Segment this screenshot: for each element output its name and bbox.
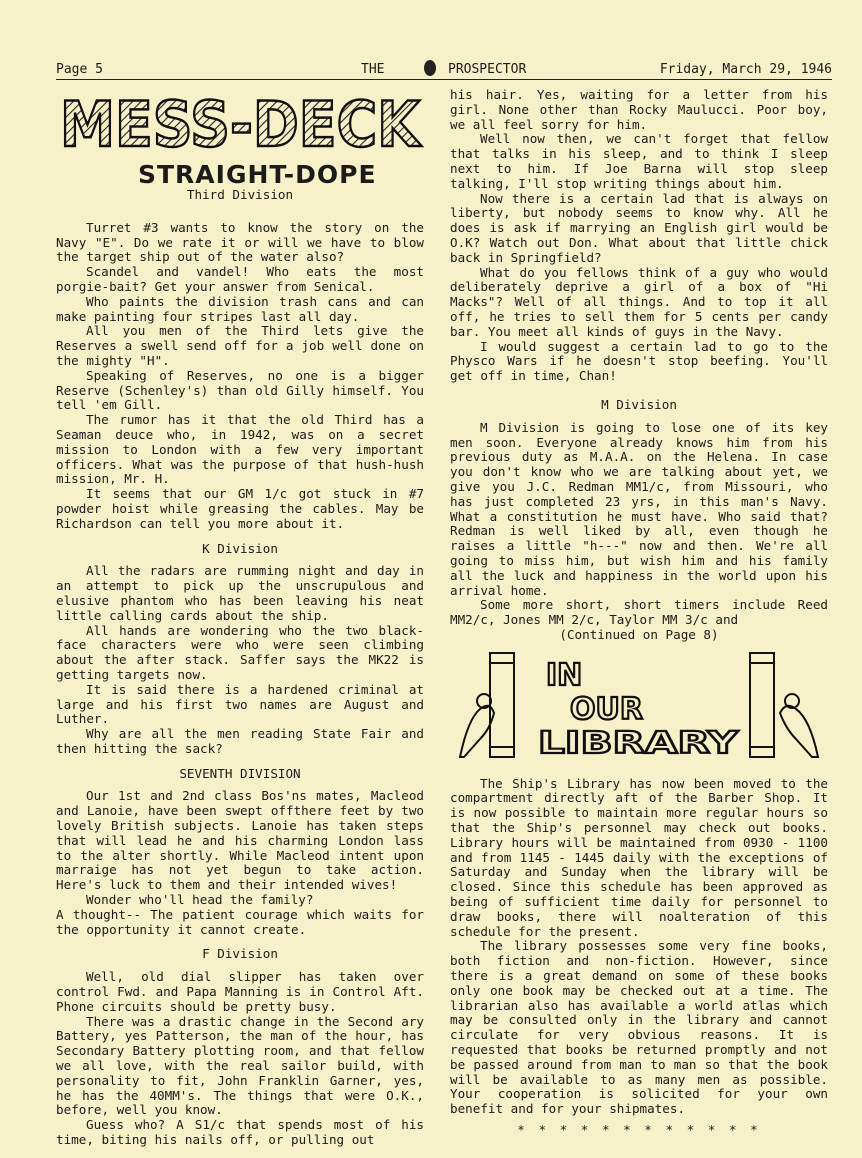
paragraph: Speaking of Reserves, no one is a bigger Reserve (Schenley's) than old Gilly himself. You tell 'em Gill. [56, 367, 424, 413]
closing-stars: * * * * * * * * * * * * [517, 1122, 761, 1138]
paragraph: The library possesses some very fine books, both fiction and non-fiction. However, since there is a great demand on some of these books only one book may be checked out at a time. The librarian also has available a world atlas which may be consulted only in the library and cannot circulate for very obvious reasons. It is requested that books be returned promptly and not be passed around from man to man so that the book will be available to as many men as possible. Your cooperation is solicited for your own benefit and for your shipmates. [450, 938, 828, 1117]
paragraph: Scandel and vandel! Who eats the most porgie-bait? Get your answer from Senical. [56, 264, 424, 294]
paragraph: All hands are wondering who the two black-face characters were who were seen climbing about the after stack. Saffer says the MK22 is getting targets now. [56, 622, 424, 682]
in-our-library-banner [450, 649, 828, 767]
paragraph: Turret #3 wants to know the story on the Navy "E". Do we rate it or will we have to blow the target ship out of the water also? [56, 219, 424, 265]
paragraph: Who paints the division trash cans and can make painting four stripes last all day. [56, 293, 424, 324]
paragraph: What do you fellows think of a guy who would deliberately deprive a girl of a box of "Hi Macks"? Well of all things. And to top it all off, he tries to sell them for 5 cents per candy bar. You meet all kinds of guys in the Navy. [450, 264, 828, 339]
mess-deck-logo [56, 84, 424, 162]
banner-in: IN [546, 657, 583, 693]
paragraph: Our 1st and 2nd class Bos'ns mates, Macleod and Lanoie, have been swept offthere feet by two lovely British subjects. Lanoie has taken steps that will lead he and his charming London lass to the alter shortly. While Macleod intent upon marraige has not yet begun to take action. Here's luck to them and their intended wives! [56, 788, 424, 893]
banner-library: LIBRARY [538, 725, 740, 761]
paragraph: Some more short, short timers include Reed MM2/c, Jones MM 2/c, Taylor MM 3/c and [450, 597, 828, 628]
paragraph: M Division is going to lose one of its key men soon. Everyone already knows him from his previous duty as M.A.A. on the Helena. In case you don't know who we are talking about yet, we give you J.C. Redman MM1/c, from Missouri, who has just completed 23 yrs, in this man's Navy. What a constitution he must have. Who said that? Redman is well liked by all, even though he raises a little "h---" now and then. We're all going to miss him, but wish him and his family all the luck and happiness in the world upon his arrival home. [450, 419, 828, 598]
page-number: Page 5 [56, 62, 103, 77]
section-title-k: K Division [202, 540, 278, 556]
section-title-f: F Division [202, 946, 278, 962]
paragraph: It is said there is a hardened criminal at large and his first two names are August and Luther. [56, 681, 424, 727]
left-body [56, 188, 424, 1148]
issue-date: Friday, March 29, 1946 [659, 62, 832, 77]
masthead [56, 62, 832, 84]
masthead-rule [56, 79, 832, 80]
left-book-illustration [490, 653, 514, 757]
straight-dope-title: STRAIGHT-DOPE [138, 160, 377, 189]
paragraph: The rumor has it that the old Third has a Seaman deuce who, in 1942, was on a secret mission to London with a few very important officers. What was the purpose of that hush-hush mission, Mr. H. [56, 412, 424, 487]
right-column [450, 88, 828, 1154]
paragraph: There was a drastic change in the Second ary Battery, yes Patterson, the man of the hour, has Secondary Battery plotting room, and that fellow we all love, with the real sailor build, with personality to fit, John Franklin Garner, yes, he has the 40MM's. The things that were O.K., before, well you know. [56, 1013, 424, 1118]
continued-note: (Continued on Page 8) [559, 626, 719, 642]
paper-the: THE [361, 62, 385, 77]
section-title-third: Third Division [186, 187, 294, 202]
right-reader-figure [780, 705, 818, 756]
paragraph: Why are all the men reading State Fair and then hitting the sack? [56, 726, 424, 756]
right-book-illustration [750, 653, 774, 757]
left-column [56, 84, 424, 1154]
left-reader-figure [460, 705, 494, 756]
right-top-text [450, 88, 828, 643]
banner-our: OUR [570, 691, 643, 727]
paragraph: Wonder who'll head the family? [86, 892, 314, 908]
section-title-seventh: SEVENTH DIVISION [179, 765, 301, 781]
paragraph: Well now then, we can't forget that fellow that talks in his sleep, and to think I sleep next to him. If Joe Barna will stop sleep talking, I'll stop writing things about him. [450, 131, 828, 191]
paper-name: PROSPECTOR [448, 62, 527, 77]
paragraph: I would suggest a certain lad to go to the Physco Wars if he doesn't stop beefing. You'll get off in time, Chan! [450, 338, 828, 384]
paragraph: The Ship's Library has now been moved to the compartment directly aft of the Barber Shop. It is now possible to maintain more regular hours so that the Ship's personnel may check out books. Library hours will be maintained from 0930 - 1100 and from 1145 - 1445 daily with the exceptions of Saturday and Sunday when the library will be closed. Since this schedule has been approved as being of sufficient time daily for personnel to draw books, there will noalteration of this schedule for the present. [450, 775, 828, 939]
logo-text: MESS-DECK [60, 88, 422, 161]
section-title-m: M Division [601, 396, 677, 412]
paragraph: Well, old dial slipper has taken over control Fwd. and Papa Manning is in Control Aft. Phone circuits should be pretty busy. [56, 969, 424, 1014]
paragraph: It seems that our GM 1/c got stuck in #7 powder hoist while greasing the cables. May be Richardson can tell you more about it. [56, 486, 424, 531]
paragraph: All you men of the Third lets give the Reserves a swell send off for a job well done on the mighty "H". [56, 323, 424, 368]
paragraph: Guess who? A S1/c that spends most of his time, biting his nails off, or pulling out [56, 1117, 424, 1148]
paragraph: Now there is a certain lad that is always on liberty, but nobody seems to know why. All he does is ask if marrying an English girl would be O.K? Watch out Don. What about that little chick back in Springfield? [450, 190, 828, 265]
library-article [450, 777, 828, 1138]
masthead-ornament [424, 60, 436, 76]
thought-paragraph: A thought-- The patient courage which waits for the opportunity it cannot create. [56, 906, 424, 937]
paragraph: his hair. Yes, waiting for a letter from his girl. None other than Rocky Maulucci. Poor boy, we all feel sorry for him. [450, 87, 828, 132]
paragraph: All the radars are rumming night and day in an attempt to pick up the unscrupulous and elusive phantom who has been leaving his neat little calling cards about the ship. [56, 563, 424, 623]
